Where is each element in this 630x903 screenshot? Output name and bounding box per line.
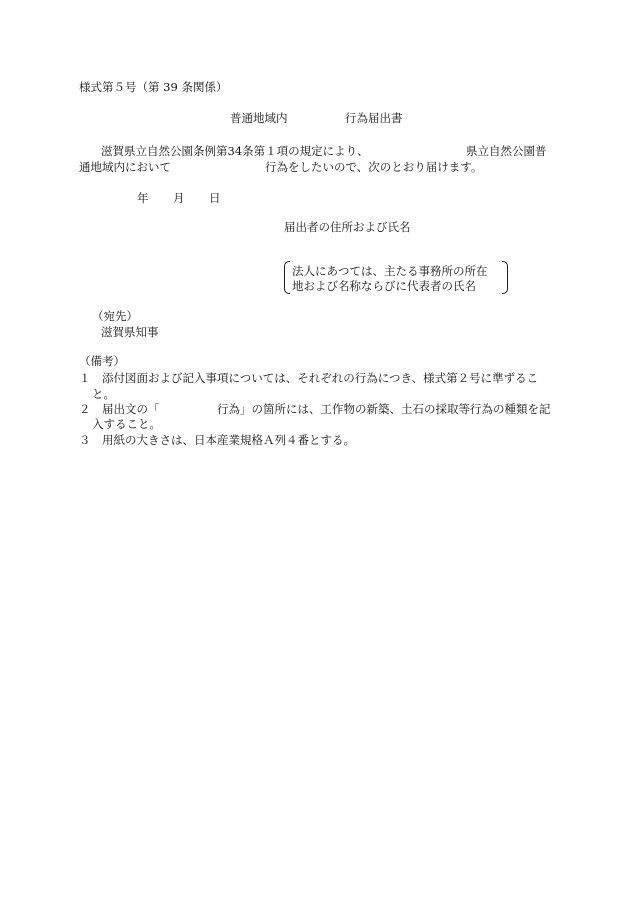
note-2-line-2: 入すること。 <box>92 417 161 431</box>
body-line-1a: 滋賀県立自然公園条例第34条第１項の規定により、 <box>101 144 369 158</box>
title-part-2: 行為届出書 <box>345 111 403 125</box>
form-number: 様式第５号（第 39 条関係） <box>79 80 228 94</box>
body-line-2a: 通地域内において <box>79 160 171 174</box>
date-year: 年 <box>137 191 149 205</box>
note-2-line-1: ２ 届出文の「 行為」の箇所には、工作物の新築、土石の採取等行為の種類を記 <box>79 402 551 416</box>
body-line-1b: 県立自然公園普 <box>466 144 547 158</box>
date-month: 月 <box>173 191 185 205</box>
right-bracket <box>502 261 508 294</box>
applicant-label: 届出者の住所および氏名 <box>284 220 411 234</box>
note-1-line-1: １ 添付図面および記入事項については、それぞれの行為につき、様式第２号に準ずるこ <box>79 371 539 385</box>
corporate-note-line-2: 地および名称ならびに代表者の氏名 <box>292 279 476 293</box>
title-part-1: 普通地域内 <box>230 111 288 125</box>
corporate-note-line-1: 法人にあつては、主たる事務所の所在 <box>292 264 488 278</box>
left-bracket <box>284 261 290 294</box>
date-day: 日 <box>209 191 221 205</box>
addressee-label: （宛先） <box>92 309 138 323</box>
addressee-name: 滋賀県知事 <box>101 325 159 339</box>
body-line-2b: 行為をしたいので、次のとおり届けます。 <box>265 160 483 174</box>
note-1-line-2: と。 <box>92 387 115 401</box>
notes-heading: （備考） <box>79 354 125 368</box>
note-3-line-1: ３ 用紙の大きさは、日本産業規格Ａ列４番とする。 <box>79 433 355 447</box>
